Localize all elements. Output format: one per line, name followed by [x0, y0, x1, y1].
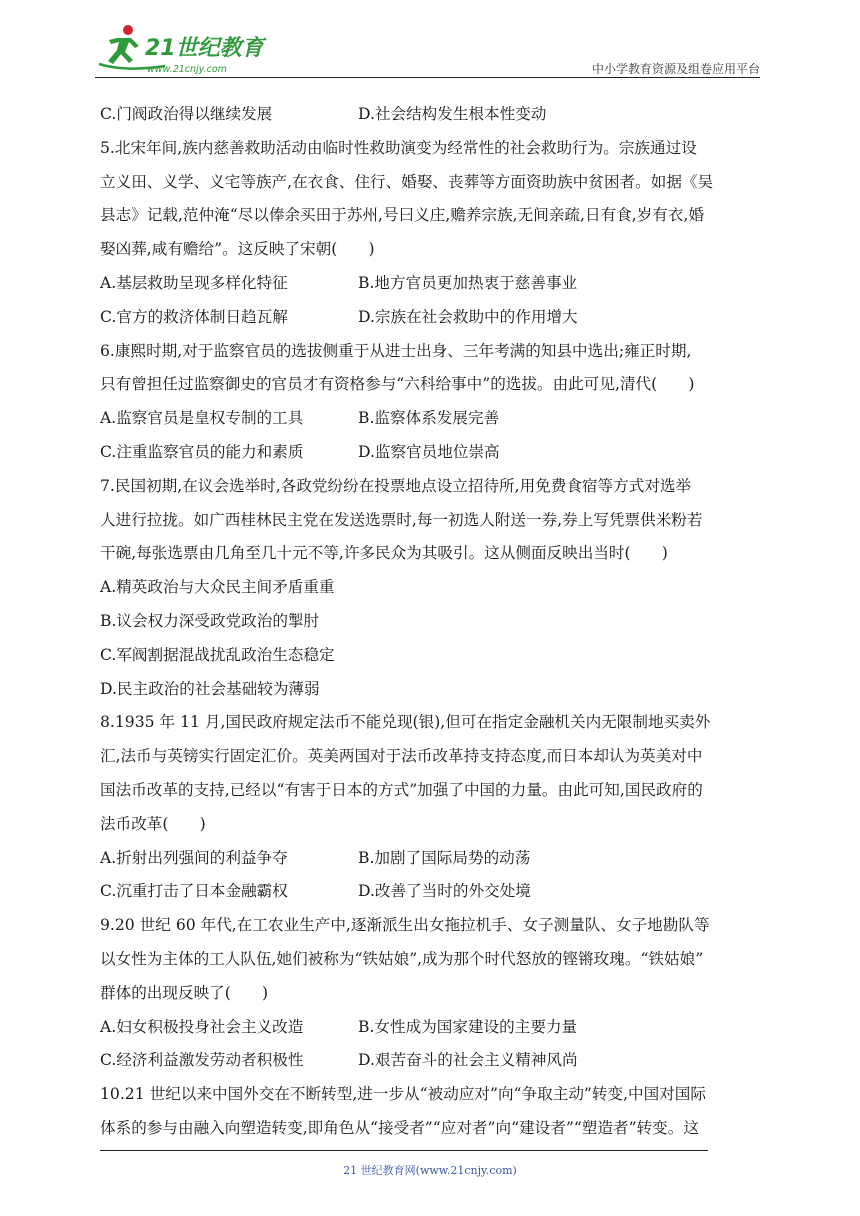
q7-option-a: A.精英政治与大众民主间矛盾重重	[100, 578, 335, 597]
q4-option-c: C.门阀政治得以继续发展	[100, 105, 273, 123]
q8-option-a: A.折射出列强间的利益争夺	[100, 848, 288, 867]
q5-stem-line-3: 县志》记载,范仲淹“尽以俸余买田于苏州,号曰义庄,赡养宗族,无间亲疏,日有食,岁有衣,婚	[100, 206, 705, 225]
q5-stem-line-1: 5.北宋年间,族内慈善救助活动由临时性救助演变为经常性的社会救助行为。宗族通过设	[100, 138, 697, 157]
q5-option-c: C.官方的救济体制日趋瓦解	[100, 307, 288, 326]
q9-option-c: C.经济利益激发劳动者积极性	[100, 1051, 304, 1070]
q7-option-c: C.军阀割据混战扰乱政治生态稳定	[100, 645, 335, 664]
platform-name: 中小学教育资源及组卷应用平台	[591, 62, 760, 76]
q7-stem-line-2: 人进行拉拢。如广西桂林民主党在发送选票时,每一初选人附送一券,券上写凭票供米粉若	[100, 510, 703, 529]
q9-stem-line-2: 以女性为主体的工人队伍,她们被称为“铁姑娘”,成为那个时代怒放的铿锵玫瑰。“铁姑娘”	[100, 949, 704, 968]
q5-option-b: B.地方官员更加热衷于慈善事业	[358, 273, 578, 292]
q9-option-a: A.妇女积极投身社会主义改造	[100, 1017, 304, 1036]
q6-stem-line-1: 6.康熙时期,对于监察官员的选拔侧重于从进士出身、三年考满的知县中选出;雍正时期,	[100, 341, 692, 360]
q8-stem-line-4: 法币改革( )	[100, 814, 206, 833]
q6-stem-line-2: 只有曾担任过监察御史的官员才有资格参与“六科给事中”的选拔。由此可见,清代( )	[100, 375, 695, 394]
q4-options-cd	[100, 98, 765, 132]
q9-stem-line-3: 群体的出现反映了( )	[100, 983, 269, 1002]
q8-option-b: B.加剧了国际局势的动荡	[358, 848, 531, 867]
header-divider	[95, 77, 760, 78]
q9-options-ab	[100, 1011, 765, 1045]
q6-option-d: D.监察官员地位崇高	[358, 442, 500, 461]
q5-stem-line-4: 娶凶葬,咸有赡给”。这反映了宋朝( )	[100, 240, 375, 259]
footer-divider	[100, 1150, 708, 1151]
q6-options-ab	[100, 402, 765, 436]
q6-option-b: B.监察体系发展完善	[358, 409, 500, 428]
q9-options-cd	[100, 1044, 765, 1078]
q6-option-c: C.注重监察官员的能力和素质	[100, 442, 304, 461]
q5-options-cd	[100, 301, 765, 335]
q6-option-a: A.监察官员是皇权专制的工具	[100, 409, 304, 428]
logo-url: www.21cnjy.com	[147, 64, 227, 75]
q5-options-ab	[100, 267, 765, 301]
q9-option-d: D.艰苦奋斗的社会主义精神风尚	[358, 1051, 578, 1070]
q7-stem-line-1: 7.民国初期,在议会选举时,各政党纷纷在投票地点设立招待所,用免费食宿等方式对选举	[100, 476, 692, 495]
question-content	[100, 98, 765, 1146]
q9-option-b: B.女性成为国家建设的主要力量	[358, 1017, 578, 1036]
q6-options-cd	[100, 436, 765, 470]
q7-option-d: D.民主政治的社会基础较为薄弱	[100, 679, 320, 698]
q8-options-ab	[100, 842, 765, 876]
q7-option-b: B.议会权力深受政党政治的掣肘	[100, 611, 320, 630]
q5-stem-line-2: 立义田、义学、义宅等族产,在衣食、住行、婚娶、丧葬等方面资助族中贫困者。如据《吴	[100, 172, 714, 191]
q8-options-cd	[100, 875, 765, 909]
q5-option-d: D.宗族在社会救助中的作用增大	[358, 307, 578, 326]
q8-stem-line-3: 国法币改革的支持,已经以“有害于日本的方式”加强了中国的力量。由此可知,国民政府的	[100, 780, 703, 799]
page-header	[95, 20, 760, 78]
q10-stem-line-1: 10.21 世纪以来中国外交在不断转型,进一步从“被动应对”向“争取主动”转变,中国对国际	[100, 1085, 706, 1104]
q5-option-a: A.基层救助呈现多样化特征	[100, 273, 288, 292]
q8-stem-line-1: 8.1935 年 11 月,国民政府规定法币不能兑现(银),但可在指定金融机关内无限制地买卖外	[100, 713, 711, 732]
q7-stem-line-3: 干碗,每张选票由几角至几十元不等,许多民众为其吸引。这从侧面反映出当时( )	[100, 544, 668, 563]
q9-stem-line-1: 9.20 世纪 60 年代,在工农业生产中,逐渐派生出女拖拉机手、女子测量队、女子地勘队等	[100, 916, 710, 935]
q10-stem-line-2: 体系的参与由融入向塑造转变,即角色从“接受者”“应对者”向“建设者”“塑造者”转变。这	[100, 1118, 699, 1137]
q4-option-d: D.社会结构发生根本性变动	[358, 105, 547, 123]
q8-option-c: C.沉重打击了日本金融霸权	[100, 882, 288, 901]
site-logo	[95, 20, 295, 78]
q8-option-d: D.改善了当时的外交处境	[358, 882, 531, 901]
logo-text: 21世纪教育	[145, 36, 264, 61]
page-footer: 21 世纪教育网(www.21cnjy.com)	[343, 1164, 517, 1177]
q8-stem-line-2: 汇,法币与英镑实行固定汇价。英美两国对于法币改革持支持态度,而日本却认为英美对中	[100, 747, 703, 766]
